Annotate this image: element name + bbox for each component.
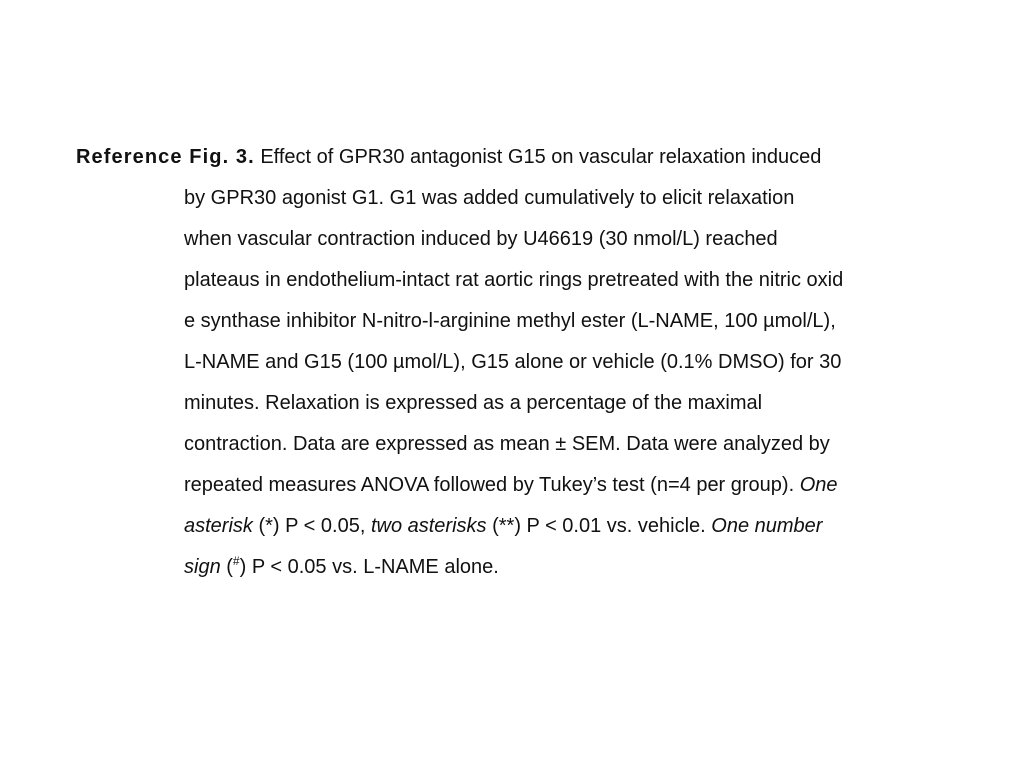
caption-emphasis: One: [799, 474, 838, 496]
caption-emphasis: asterisk: [184, 515, 253, 537]
caption-text: (: [220, 556, 233, 578]
caption-text: minutes. Relaxation is expressed as a percentage of the maximal: [184, 392, 763, 414]
caption-emphasis: sign: [184, 556, 221, 578]
caption-text: (*) P < 0.05,: [252, 515, 371, 537]
caption-text: when vascular contraction induced by U46619 (30 nmol/L) reached: [184, 228, 778, 250]
caption-line-7: [184, 383, 762, 424]
caption-text: by GPR30 agonist G1. G1 was added cumulatively to elicit relaxation: [184, 187, 795, 209]
caption-line-2: [184, 178, 794, 219]
caption-line-3: [184, 219, 778, 260]
caption-line-1: [76, 137, 821, 178]
caption-text: e synthase inhibitor N-nitro-l-arginine methyl ester (L-NAME, 100 µmol/L),: [184, 310, 836, 332]
caption-line-9: [184, 465, 838, 506]
caption-text: plateaus in endothelium-intact rat aortic rings pretreated with the nitric oxid: [184, 269, 844, 291]
caption-line-10: [184, 506, 822, 547]
caption-text: ) P < 0.05 vs. L-NAME alone.: [239, 556, 499, 578]
caption-text: Effect of GPR30 antagonist G15 on vascular relaxation induced: [260, 146, 822, 168]
caption-line-4: [184, 260, 843, 301]
caption-line-6: [184, 342, 841, 383]
number-sign-superscript: #: [232, 554, 240, 568]
caption-line-8: [184, 424, 830, 465]
caption-text: repeated measures ANOVA followed by Tukey’s test (n=4 per group).: [184, 474, 800, 496]
caption-label: Reference Fig. 3.: [76, 146, 255, 168]
caption-line-11: [184, 547, 499, 588]
caption-text: (**) P < 0.01 vs. vehicle.: [486, 515, 712, 537]
caption-emphasis: One number: [711, 515, 823, 537]
caption-line-5: [184, 301, 836, 342]
caption-text: contraction. Data are expressed as mean ± SEM. Data were analyzed by: [184, 433, 830, 455]
caption-text: L-NAME and G15 (100 µmol/L), G15 alone or vehicle (0.1% DMSO) for 30: [184, 351, 842, 373]
caption-emphasis: two asterisks: [370, 515, 487, 537]
